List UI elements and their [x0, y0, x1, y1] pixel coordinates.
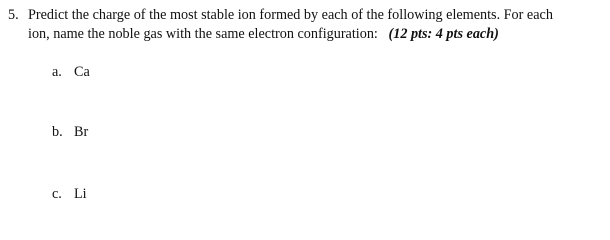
- item-letter: c.: [52, 186, 62, 202]
- list-item: [52, 63, 90, 81]
- question-text-line-2: ion, name the noble gas with the same electron configuration:: [28, 26, 378, 42]
- item-element: Br: [74, 124, 89, 140]
- question-text-line-1: Predict the charge of the most stable ion formed by each of the following elements. For each: [28, 7, 553, 23]
- item-element: Li: [74, 186, 87, 202]
- question-number: 5.: [8, 7, 19, 23]
- list-item: [52, 123, 88, 141]
- question-line-2: [8, 25, 608, 44]
- question-line-1: [8, 6, 608, 25]
- item-element: Ca: [74, 64, 90, 80]
- points-note: (12 pts: 4 pts each): [388, 26, 499, 42]
- question-block: [8, 6, 608, 44]
- item-letter: b.: [52, 124, 63, 140]
- item-letter: a.: [52, 64, 62, 80]
- list-item: [52, 185, 87, 203]
